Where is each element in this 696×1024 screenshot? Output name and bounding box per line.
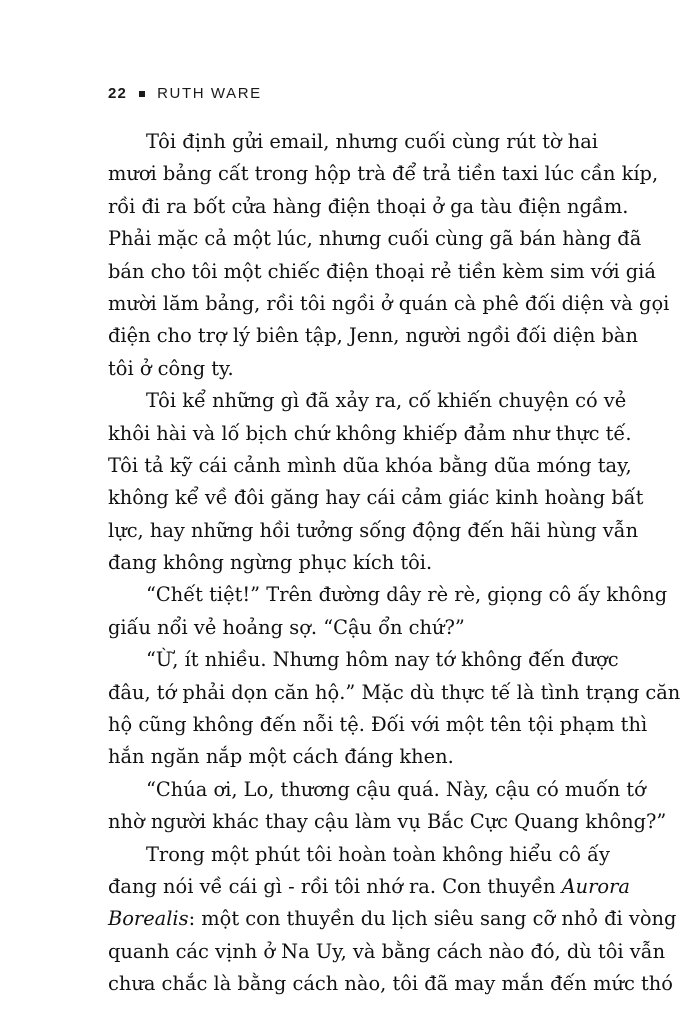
text-line: không kể về đôi găng hay cái cảm giác kinh hoàng bất [108, 486, 644, 510]
author-name: RUTH WARE [157, 85, 262, 102]
text-line: “Chết tiệt!” Trên đường dây rè rè, giọng cô ấy không [146, 583, 668, 607]
text-line: bán cho tôi một chiếc điện thoại rẻ tiền kèm sim với giá [108, 259, 656, 283]
text-line: lực, hay những hồi tưởng sống động đến hãi hùng vẫn [108, 518, 639, 542]
text-line: mươi bảng cất trong hộp trà để trả tiền taxi lúc cần kíp, [108, 162, 659, 186]
text-line: tôi ở công ty. [108, 356, 234, 380]
text-line: “Ừ, ít nhiều. Nhưng hôm nay tớ không đến được [146, 648, 619, 672]
text-segment: : một con thuyền du lịch siêu sang cỡ nhỏ đi vòng [188, 907, 677, 931]
text-line-with-title [108, 871, 630, 903]
text-line: Tôi tả kỹ cái cảnh mình dũa khóa bằng dũa móng tay, [108, 453, 632, 477]
text-line: khôi hài và lố bịch chứ không khiếp đảm như thực tế. [108, 421, 632, 445]
text-line: rồi đi ra bốt cửa hàng điện thoại ở ga tàu điện ngầm. [108, 194, 629, 218]
text-line: quanh các vịnh ở Na Uy, và bằng cách nào đó, dù tôi vẫn [108, 939, 666, 963]
ship-name-italic: Borealis [108, 907, 189, 931]
text-line: đang không ngừng phục kích tôi. [108, 551, 433, 575]
text-line: đâu, tớ phải dọn căn hộ.” Mặc dù thực tế là tình trạng căn [108, 680, 681, 704]
text-line: mười lăm bảng, rồi tôi ngồi ở quán cà phê đối diện và gọi [108, 291, 670, 315]
text-line: “Chúa ơi, Lo, thương cậu quá. Này, cậu có muốn tớ [146, 777, 646, 801]
text-line: điện cho trợ lý biên tập, Jenn, người ngồi đối diện bàn [108, 324, 638, 348]
page-number: 22 [108, 85, 128, 102]
text-line: Trong một phút tôi hoàn toàn không hiểu cô ấy [146, 842, 610, 866]
text-line: hắn ngăn nắp một cách đáng khen. [108, 745, 454, 769]
text-line: giấu nổi vẻ hoảng sợ. “Cậu ổn chứ?” [108, 615, 465, 639]
ship-name-italic: Aurora [561, 874, 630, 898]
text-line: Tôi kể những gì đã xảy ra, cố khiến chuyện có vẻ [146, 389, 627, 413]
body-text [108, 126, 681, 1001]
text-line: Tôi định gửi email, nhưng cuối cùng rút tờ hai [146, 130, 598, 153]
text-line: nhờ người khác thay cậu làm vụ Bắc Cực Quang không?” [108, 810, 667, 834]
text-line: hộ cũng không đến nỗi tệ. Đối với một tên tội phạm thì [108, 713, 648, 737]
text-line: chưa chắc là bằng cách nào, tôi đã may mắn đến mức thó [108, 972, 673, 996]
text-segment: đang nói về cái gì - rồi tôi nhớ ra. Con thuyền [108, 874, 556, 898]
separator-square-icon [139, 91, 145, 97]
text-line-with-title [108, 903, 677, 935]
text-line: Phải mặc cả một lúc, nhưng cuối cùng gã bán hàng đã [108, 227, 642, 251]
running-head [108, 85, 262, 102]
